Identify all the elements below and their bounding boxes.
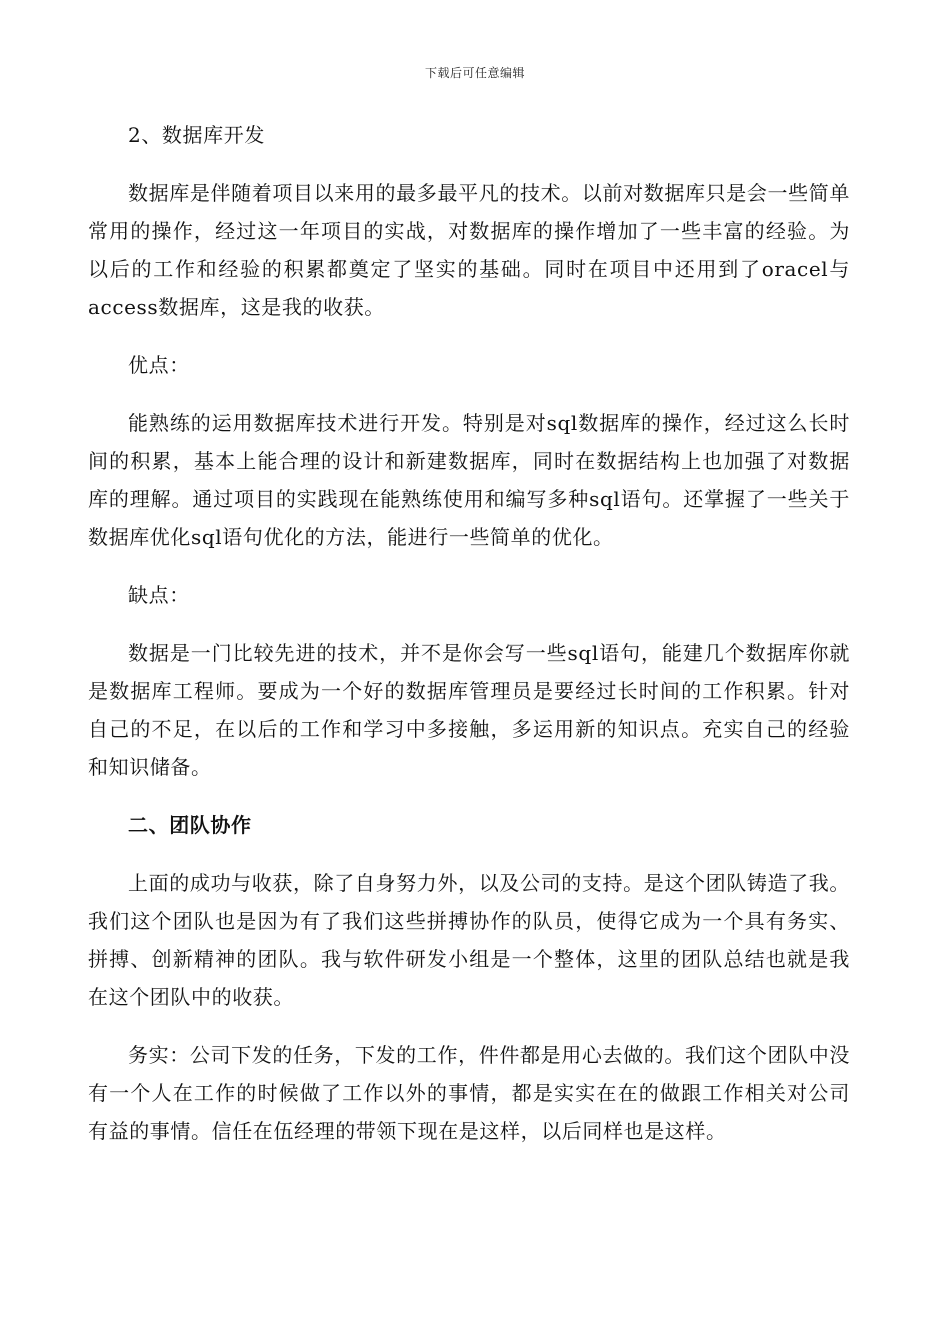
section-heading-teamwork: 二、团队协作 [128, 813, 252, 837]
label-pros: 优点： [128, 353, 190, 377]
paragraph-cons: 数据是一门比较先进的技术，并不是你会写一些sql语句，能建几个数据库你就是数据库工程师。要成为一个好的数据库管理员是要经过长时间的工作积累。针对自己的不足，在以后的工作和学习中多接触，多运用新的知识点。充实自己的经验和知识储备。 [88, 641, 850, 779]
label-cons: 缺点： [128, 583, 190, 607]
paragraph-database-intro: 数据库是伴随着项目以来用的最多最平凡的技术。以前对数据库只是会一些简单常用的操作，经过这一年项目的实战，对数据库的操作增加了一些丰富的经验。为以后的工作和经验的积累都奠定了坚实的基础。同时在项目中还用到了oracel与access数据库，这是我的收获。 [88, 181, 850, 319]
page-header: 下载后可任意编辑 [424, 66, 525, 80]
paragraph-pragmatic: 务实：公司下发的任务，下发的工作，件件都是用心去做的。我们这个团队中没有一个人在工作的时候做了工作以外的事情，都是实实在在的做跟工作相关对公司有益的事情。信任在伍经理的带领下现在是这样，以后同样也是这样。 [88, 1043, 850, 1143]
paragraph-team-intro: 上面的成功与收获，除了自身努力外，以及公司的支持。是这个团队铸造了我。我们这个团队也是因为有了我们这些拼搏协作的队员，使得它成为一个具有务实、拼搏、创新精神的团队。我与软件研发小组是一个整体，这里的团队总结也就是我在这个团队中的收获。 [88, 871, 850, 1009]
document-body [88, 116, 850, 1150]
paragraph-pros: 能熟练的运用数据库技术进行开发。特别是对sql数据库的操作，经过这么长时间的积累，基本上能合理的设计和新建数据库，同时在数据结构上也加强了对数据库的理解。通过项目的实践现在能熟练使用和编写多种sql语句。还掌握了一些关于数据库优化sql语句优化的方法，能进行一些简单的优化。 [88, 411, 850, 549]
section-heading-database: 2、数据库开发 [128, 123, 265, 147]
